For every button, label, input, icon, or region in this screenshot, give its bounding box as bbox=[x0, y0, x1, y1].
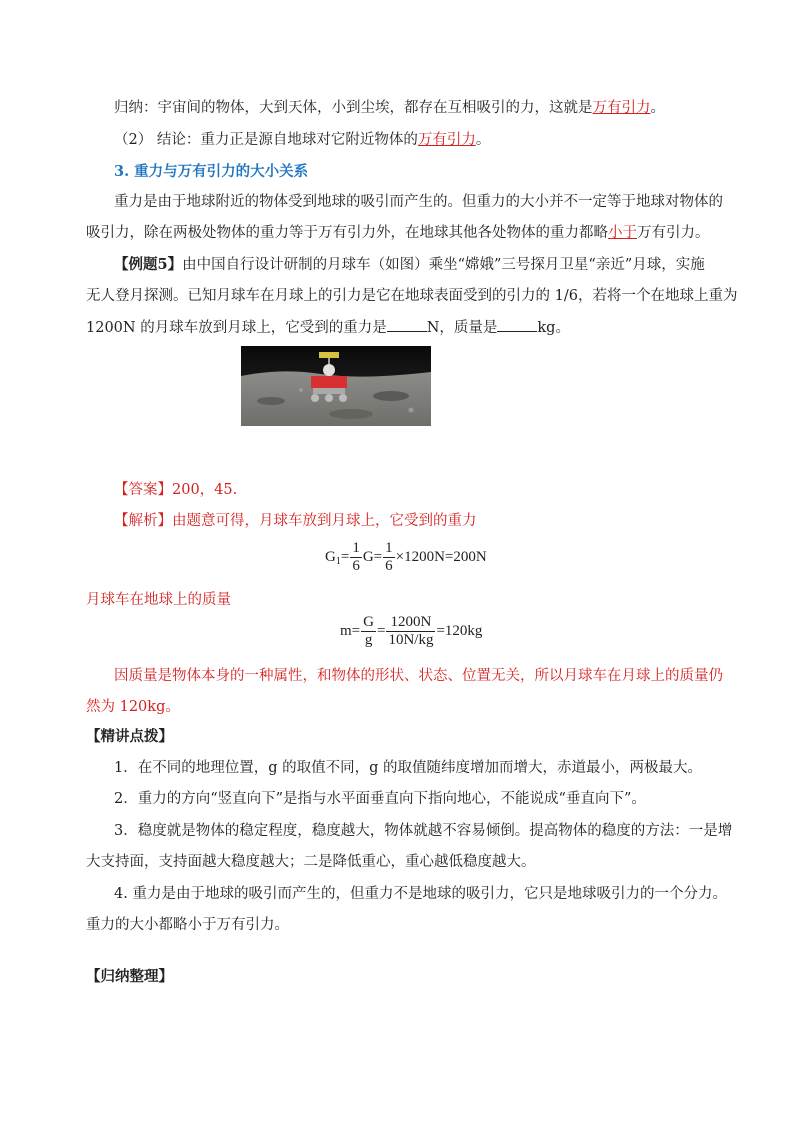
conclusion-line: 然为 120kg。 bbox=[86, 699, 180, 715]
conclusion-sentence: （2） 结论：重力正是源自地球对它附近物体的万有引力。 bbox=[114, 132, 491, 148]
paragraph-line: 吸引力，除在两极处物体的重力等于万有引力外，在地球其他各处物体的重力都略小于万有引力。 bbox=[86, 225, 710, 241]
answer-value: 200，45. bbox=[172, 482, 238, 498]
key-points-title: 【精讲点拨】 bbox=[86, 728, 173, 745]
example-tag: 【例题5】 bbox=[114, 256, 183, 273]
answer-line bbox=[114, 480, 237, 500]
key-point-item: 4. 重力是由于地球的吸引而产生的，但重力不是地球的吸引力，它只是地球吸引力的一个分力。 bbox=[114, 886, 727, 902]
summary-sentence: 归纳：宇宙间的物体，大到天体，小到尘埃，都存在互相吸引的力，这就是万有引力。 bbox=[114, 100, 665, 116]
key-point-item: 2．重力的方向“竖直向下”是指与水平面垂直向下指向地心，不能说成“垂直向下”。 bbox=[114, 791, 646, 807]
answer-less-than: 小于 bbox=[608, 225, 637, 241]
answer-universal-gravitation: 万有引力 bbox=[592, 100, 651, 116]
key-point-item: 3．稳度就是物体的稳定程度，稳度越大，物体就越不容易倾倒。提高物体的稳度的方法：一是增 bbox=[114, 823, 733, 839]
paragraph-line: 重力是由于地球附近的物体受到地球的吸引而产生的。但重力的大小并不一定等于地球对物体的 bbox=[114, 194, 723, 210]
section-heading: 3. 重力与万有引力的大小关系 bbox=[114, 163, 309, 180]
answer-universal-gravitation-2: 万有引力 bbox=[417, 132, 476, 148]
example-line: 【例题5】由中国自行设计研制的月球车（如图）乘坐“嫦娥”三号探月卫星“亲近”月球，实施 bbox=[114, 256, 705, 273]
lunar-rover-photo bbox=[241, 346, 431, 426]
example-line: 1200N 的月球车放到月球上，它受到的重力是 N，质量是 kg。 bbox=[86, 317, 570, 338]
formula-moon-gravity: $G_1=$ $\frac{1}{6}$ G= $\frac{1}{6}$ ×1200N=200N bbox=[325, 540, 487, 574]
key-point-item: 1．在不同的地理位置，g 的取值不同，g 的取值随纬度增加而增大，赤道最小，两极最大。 bbox=[114, 760, 703, 776]
analysis-line: 【解析】由题意可得，月球车放到月球上，它受到的重力 bbox=[114, 513, 477, 529]
key-point-item-cont: 重力的大小都略小于万有引力。 bbox=[86, 917, 289, 933]
analysis-tag: 【解析】 bbox=[114, 513, 172, 529]
fraction: $\frac{1}{6}$ bbox=[352, 540, 360, 574]
fraction: $\frac{G}{g}$ bbox=[363, 614, 374, 648]
example-line: 无人登月探测。已知月球车在月球上的引力是它在地球表面受到的引力的 1/6，若将一个在地球上重为 bbox=[86, 288, 738, 304]
lunar-rover-image bbox=[241, 346, 431, 426]
blank-field bbox=[497, 317, 537, 332]
fraction: $\frac{1200N}{10N/kg}$ bbox=[388, 614, 434, 648]
conclusion-line: 因质量是物体本身的一种属性，和物体的形状、状态、位置无关，所以月球车在月球上的质量仍 bbox=[114, 668, 723, 684]
answer-tag: 【答案】 bbox=[114, 482, 172, 498]
formula-mass: m= $\frac{G}{g}$ = $\frac{1200N}{10N/kg}$ =120kg bbox=[340, 614, 483, 648]
summary-title: 【归纳整理】 bbox=[86, 968, 173, 985]
key-point-item-cont: 大支持面，支持面越大稳度越大；二是降低重心，重心越低稳度越大。 bbox=[86, 854, 536, 870]
mass-line: 月球车在地球上的质量 bbox=[86, 592, 231, 608]
fraction: $\frac{1}{6}$ bbox=[385, 540, 393, 574]
blank-field bbox=[387, 317, 427, 332]
